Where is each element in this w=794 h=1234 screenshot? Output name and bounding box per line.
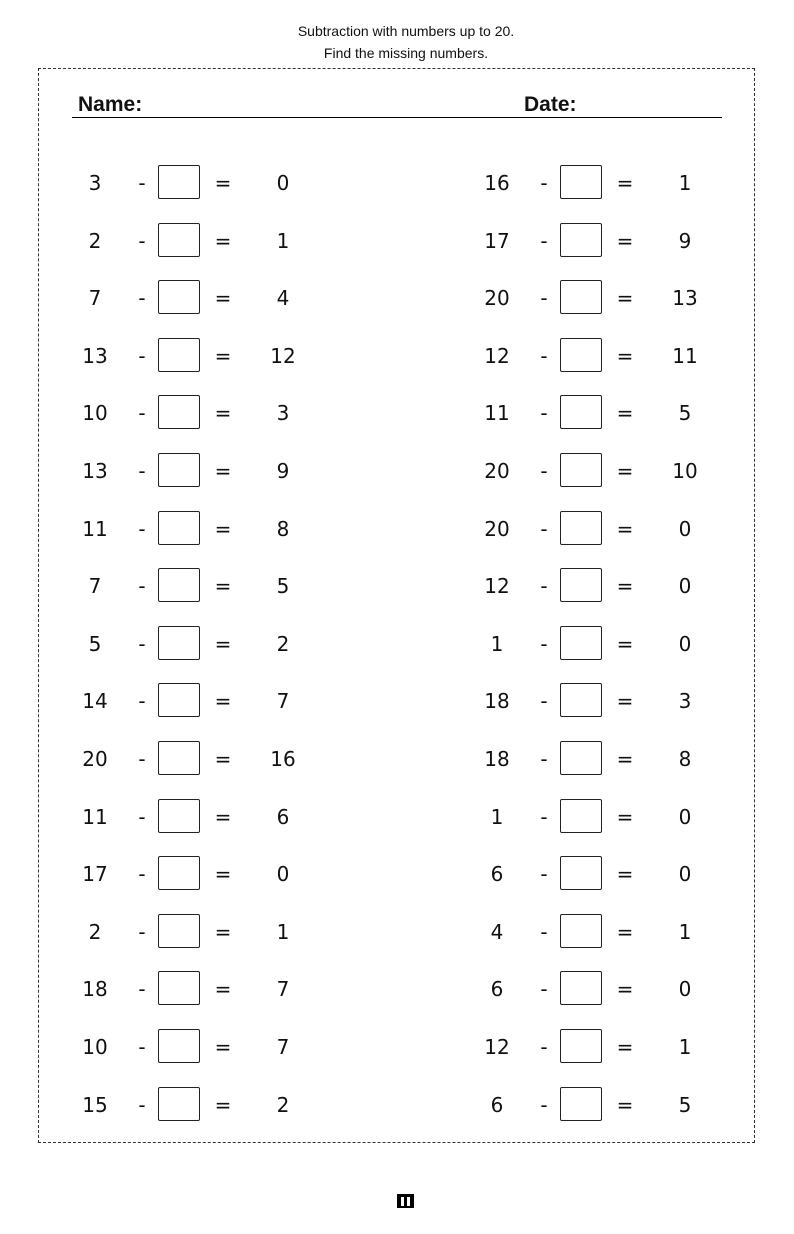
equals-sign: =	[214, 632, 232, 656]
minus-sign: -	[138, 401, 146, 425]
difference: 10	[672, 459, 698, 483]
difference: 5	[276, 574, 290, 598]
equals-sign: =	[214, 517, 232, 541]
name-label: Name:	[78, 93, 143, 116]
minuend: 17	[484, 229, 510, 253]
answer-box[interactable]	[158, 568, 200, 602]
answer-box[interactable]	[560, 453, 602, 487]
equals-sign: =	[214, 805, 232, 829]
equals-sign: =	[616, 689, 634, 713]
answer-box[interactable]	[158, 1087, 200, 1121]
minus-sign: -	[540, 344, 548, 368]
equals-sign: =	[616, 401, 634, 425]
answer-box[interactable]	[158, 395, 200, 429]
difference: 1	[276, 920, 290, 944]
minuend: 10	[82, 1035, 108, 1059]
equals-sign: =	[616, 977, 634, 1001]
minus-sign: -	[540, 517, 548, 541]
answer-box[interactable]	[158, 165, 200, 199]
equals-sign: =	[616, 862, 634, 886]
difference: 0	[678, 574, 692, 598]
minuend: 11	[82, 517, 108, 541]
minus-sign: -	[138, 689, 146, 713]
minus-sign: -	[138, 459, 146, 483]
answer-box[interactable]	[158, 856, 200, 890]
answer-box[interactable]	[560, 1087, 602, 1121]
equals-sign: =	[616, 517, 634, 541]
minuend: 12	[484, 574, 510, 598]
equals-sign: =	[214, 574, 232, 598]
equals-sign: =	[616, 920, 634, 944]
equals-sign: =	[214, 977, 232, 1001]
minus-sign: -	[540, 862, 548, 886]
answer-box[interactable]	[560, 280, 602, 314]
minuend: 3	[88, 171, 102, 195]
equals-sign: =	[616, 574, 634, 598]
answer-box[interactable]	[158, 453, 200, 487]
equals-sign: =	[616, 1093, 634, 1117]
minus-sign: -	[138, 1035, 146, 1059]
difference: 0	[678, 805, 692, 829]
difference: 0	[276, 171, 290, 195]
minus-sign: -	[540, 689, 548, 713]
minuend: 6	[490, 1093, 504, 1117]
difference: 3	[276, 401, 290, 425]
difference: 7	[276, 1035, 290, 1059]
equals-sign: =	[214, 747, 232, 771]
minus-sign: -	[138, 920, 146, 944]
equals-sign: =	[616, 229, 634, 253]
answer-box[interactable]	[158, 338, 200, 372]
instructions-line-1: Subtraction with numbers up to 20.	[297, 23, 515, 39]
answer-box[interactable]	[158, 971, 200, 1005]
answer-box[interactable]	[158, 683, 200, 717]
equals-sign: =	[214, 689, 232, 713]
difference: 1	[678, 171, 692, 195]
date-label: Date:	[524, 93, 577, 116]
minus-sign: -	[540, 286, 548, 310]
minuend: 6	[490, 977, 504, 1001]
answer-box[interactable]	[158, 280, 200, 314]
answer-box[interactable]	[158, 223, 200, 257]
minuend: 20	[484, 459, 510, 483]
answer-box[interactable]	[560, 626, 602, 660]
equals-sign: =	[616, 747, 634, 771]
minuend: 1	[490, 805, 504, 829]
minuend: 1	[490, 632, 504, 656]
equals-sign: =	[214, 344, 232, 368]
answer-box[interactable]	[560, 223, 602, 257]
equals-sign: =	[616, 286, 634, 310]
site-logo-icon	[396, 1192, 415, 1210]
minus-sign: -	[540, 747, 548, 771]
minus-sign: -	[540, 632, 548, 656]
difference: 13	[672, 286, 698, 310]
minuend: 18	[484, 747, 510, 771]
minuend: 17	[82, 862, 108, 886]
minus-sign: -	[138, 862, 146, 886]
answer-box[interactable]	[560, 395, 602, 429]
minus-sign: -	[540, 1035, 548, 1059]
answer-box[interactable]	[560, 568, 602, 602]
minus-sign: -	[540, 977, 548, 1001]
equals-sign: =	[214, 229, 232, 253]
minuend: 20	[484, 517, 510, 541]
answer-box[interactable]	[560, 971, 602, 1005]
minuend: 20	[484, 286, 510, 310]
minuend: 18	[484, 689, 510, 713]
difference: 0	[678, 632, 692, 656]
equals-sign: =	[214, 1035, 232, 1059]
difference: 12	[270, 344, 296, 368]
answer-box[interactable]	[158, 1029, 200, 1063]
equals-sign: =	[214, 1093, 232, 1117]
difference: 2	[276, 632, 290, 656]
difference: 4	[276, 286, 290, 310]
minus-sign: -	[138, 977, 146, 1001]
answer-box[interactable]	[158, 626, 200, 660]
equals-sign: =	[214, 862, 232, 886]
answer-box[interactable]	[560, 338, 602, 372]
equals-sign: =	[616, 344, 634, 368]
minus-sign: -	[540, 171, 548, 195]
equals-sign: =	[214, 459, 232, 483]
minuend: 20	[82, 747, 108, 771]
minus-sign: -	[138, 286, 146, 310]
minuend: 13	[82, 459, 108, 483]
minus-sign: -	[138, 1093, 146, 1117]
equals-sign: =	[616, 805, 634, 829]
difference: 5	[678, 1093, 692, 1117]
minus-sign: -	[138, 747, 146, 771]
minuend: 11	[82, 805, 108, 829]
answer-box[interactable]	[560, 511, 602, 545]
answer-box[interactable]	[560, 856, 602, 890]
minus-sign: -	[138, 517, 146, 541]
equals-sign: =	[616, 459, 634, 483]
minuend: 4	[490, 920, 504, 944]
equals-sign: =	[616, 1035, 634, 1059]
difference: 5	[678, 401, 692, 425]
minus-sign: -	[540, 920, 548, 944]
difference: 2	[276, 1093, 290, 1117]
minus-sign: -	[540, 1093, 548, 1117]
answer-box[interactable]	[560, 683, 602, 717]
difference: 0	[276, 862, 290, 886]
difference: 8	[678, 747, 692, 771]
difference: 16	[270, 747, 296, 771]
minuend: 7	[88, 286, 102, 310]
equals-sign: =	[214, 171, 232, 195]
name-date-line[interactable]	[72, 117, 722, 118]
minus-sign: -	[138, 805, 146, 829]
minus-sign: -	[540, 805, 548, 829]
answer-box[interactable]	[560, 799, 602, 833]
minuend: 18	[82, 977, 108, 1001]
minuend: 11	[484, 401, 510, 425]
answer-box[interactable]	[158, 741, 200, 775]
answer-box[interactable]	[560, 741, 602, 775]
difference: 9	[276, 459, 290, 483]
equals-sign: =	[616, 632, 634, 656]
difference: 0	[678, 862, 692, 886]
difference: 1	[678, 1035, 692, 1059]
answer-box[interactable]	[158, 799, 200, 833]
equals-sign: =	[616, 171, 634, 195]
minuend: 2	[88, 229, 102, 253]
equals-sign: =	[214, 401, 232, 425]
minus-sign: -	[138, 344, 146, 368]
difference: 3	[678, 689, 692, 713]
minus-sign: -	[138, 171, 146, 195]
instructions-line-2: Find the missing numbers.	[323, 45, 489, 61]
difference: 1	[276, 229, 290, 253]
answer-box[interactable]	[560, 165, 602, 199]
worksheet-instructions	[0, 20, 794, 64]
minus-sign: -	[138, 632, 146, 656]
minuend: 10	[82, 401, 108, 425]
equals-sign: =	[214, 286, 232, 310]
difference: 9	[678, 229, 692, 253]
minus-sign: -	[540, 229, 548, 253]
minuend: 12	[484, 1035, 510, 1059]
minuend: 14	[82, 689, 108, 713]
difference: 0	[678, 977, 692, 1001]
minus-sign: -	[138, 574, 146, 598]
answer-box[interactable]	[560, 1029, 602, 1063]
minuend: 12	[484, 344, 510, 368]
answer-box[interactable]	[158, 511, 200, 545]
minuend: 15	[82, 1093, 108, 1117]
difference: 11	[672, 344, 698, 368]
difference: 7	[276, 977, 290, 1001]
equals-sign: =	[214, 920, 232, 944]
difference: 0	[678, 517, 692, 541]
answer-box[interactable]	[158, 914, 200, 948]
minuend: 6	[490, 862, 504, 886]
minuend: 2	[88, 920, 102, 944]
difference: 1	[678, 920, 692, 944]
minuend: 5	[88, 632, 102, 656]
difference: 6	[276, 805, 290, 829]
minus-sign: -	[138, 229, 146, 253]
difference: 8	[276, 517, 290, 541]
minus-sign: -	[540, 574, 548, 598]
minus-sign: -	[540, 459, 548, 483]
answer-box[interactable]	[560, 914, 602, 948]
minuend: 13	[82, 344, 108, 368]
minuend: 7	[88, 574, 102, 598]
minuend: 16	[484, 171, 510, 195]
minus-sign: -	[540, 401, 548, 425]
difference: 7	[276, 689, 290, 713]
